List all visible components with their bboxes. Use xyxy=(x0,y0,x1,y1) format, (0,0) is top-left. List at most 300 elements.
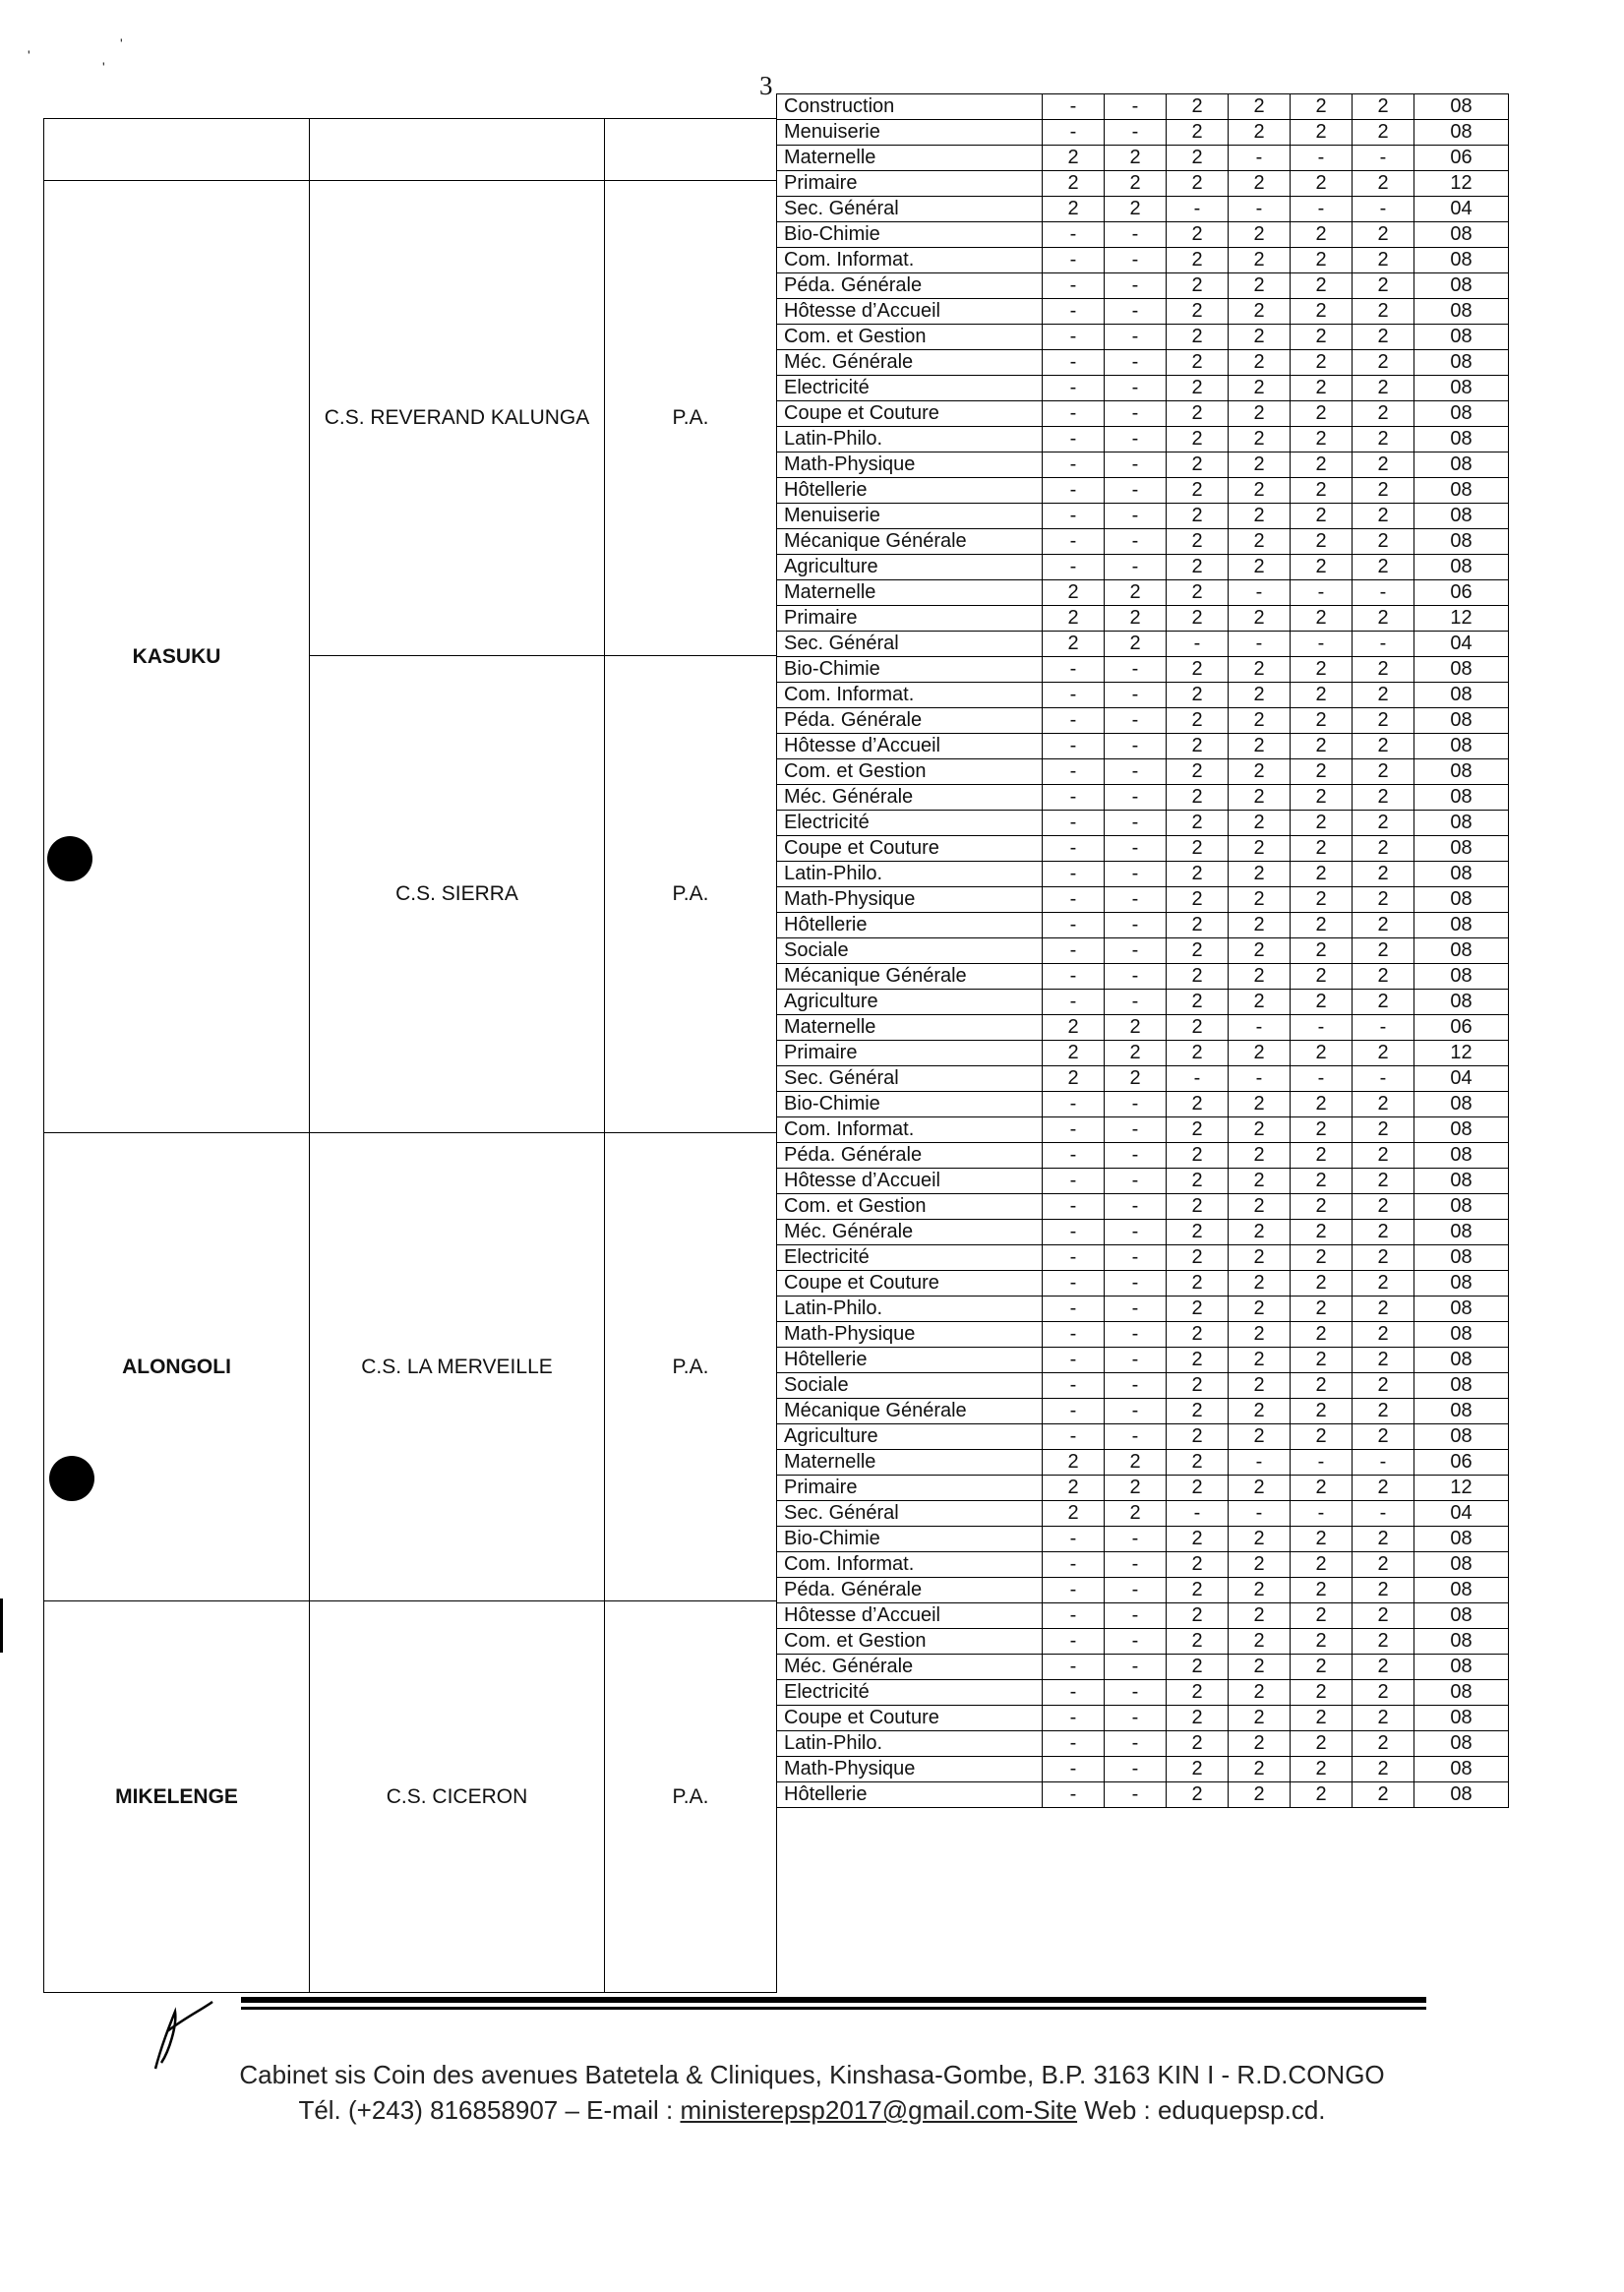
class-count-cell: 2 xyxy=(1167,299,1229,325)
option-name: Com. et Gestion xyxy=(777,1629,1043,1655)
district-mikelenge: MIKELENGE xyxy=(44,1601,310,1993)
class-count-cell: 2 xyxy=(1291,248,1353,273)
row-total-cell: 08 xyxy=(1414,1322,1509,1348)
class-count-cell: 2 xyxy=(1229,1680,1291,1706)
class-count-cell: 2 xyxy=(1291,1245,1353,1271)
class-count-cell: 2 xyxy=(1167,811,1229,836)
class-count-cell: - xyxy=(1105,1143,1167,1169)
option-name: Electricité xyxy=(777,1245,1043,1271)
option-row xyxy=(777,504,1509,529)
class-count-cell: 2 xyxy=(1167,1348,1229,1373)
class-count-cell: 2 xyxy=(1353,1757,1414,1782)
district-cell xyxy=(44,119,310,181)
class-count-cell: 2 xyxy=(1167,1782,1229,1808)
class-count-cell: 2 xyxy=(1167,1169,1229,1194)
class-count-cell: 2 xyxy=(1167,1041,1229,1066)
school-type-cell: P.A. xyxy=(605,181,777,656)
class-count-cell: 2 xyxy=(1043,632,1105,657)
class-count-cell: 2 xyxy=(1291,1731,1353,1757)
class-count-cell: 2 xyxy=(1353,504,1414,529)
row-total-cell: 04 xyxy=(1414,1501,1509,1527)
class-count-cell: - xyxy=(1105,325,1167,350)
option-row xyxy=(777,1578,1509,1603)
class-count-cell: 2 xyxy=(1167,1271,1229,1297)
class-count-cell: - xyxy=(1229,1015,1291,1041)
class-count-cell: 2 xyxy=(1291,811,1353,836)
class-count-cell: 2 xyxy=(1167,1220,1229,1245)
class-count-cell: - xyxy=(1353,632,1414,657)
class-count-cell: - xyxy=(1105,836,1167,862)
class-count-cell: - xyxy=(1105,1399,1167,1424)
class-count-cell: - xyxy=(1043,1194,1105,1220)
class-count-cell: 2 xyxy=(1229,1041,1291,1066)
class-count-cell: 2 xyxy=(1291,785,1353,811)
class-count-cell: - xyxy=(1105,504,1167,529)
option-row xyxy=(777,325,1509,350)
option-name: Mécanique Générale xyxy=(777,529,1043,555)
class-count-cell: 2 xyxy=(1167,836,1229,862)
class-count-cell: - xyxy=(1043,1552,1105,1578)
class-count-cell: 2 xyxy=(1353,1297,1414,1322)
class-count-cell: 2 xyxy=(1291,504,1353,529)
class-count-cell: - xyxy=(1043,1680,1105,1706)
class-count-cell: 2 xyxy=(1167,580,1229,606)
class-count-cell: - xyxy=(1291,1501,1353,1527)
class-count-cell: - xyxy=(1105,734,1167,759)
class-count-cell: 2 xyxy=(1353,785,1414,811)
class-count-cell: 2 xyxy=(1291,1680,1353,1706)
option-name: Sociale xyxy=(777,1373,1043,1399)
school-type-cell xyxy=(605,119,777,181)
class-count-cell: - xyxy=(1043,1373,1105,1399)
class-count-cell: - xyxy=(1043,1143,1105,1169)
class-count-cell: - xyxy=(1105,759,1167,785)
class-count-cell: - xyxy=(1291,580,1353,606)
class-count-cell: - xyxy=(1105,1297,1167,1322)
class-count-cell: - xyxy=(1167,1501,1229,1527)
class-count-cell: - xyxy=(1105,94,1167,120)
class-count-cell: - xyxy=(1043,325,1105,350)
option-name: Hôtesse d’Accueil xyxy=(777,1603,1043,1629)
class-count-cell: - xyxy=(1105,555,1167,580)
class-count-cell: - xyxy=(1105,1169,1167,1194)
class-count-cell: 2 xyxy=(1229,401,1291,427)
option-row xyxy=(777,401,1509,427)
class-count-cell: 2 xyxy=(1291,120,1353,146)
class-count-cell: 2 xyxy=(1105,197,1167,222)
class-count-cell: 2 xyxy=(1291,1399,1353,1424)
option-row xyxy=(777,1194,1509,1220)
class-count-cell: 2 xyxy=(1167,657,1229,683)
class-count-cell: - xyxy=(1105,1552,1167,1578)
option-name: Coupe et Couture xyxy=(777,1271,1043,1297)
class-count-cell: 2 xyxy=(1291,1757,1353,1782)
class-count-cell: 2 xyxy=(1291,171,1353,197)
class-count-cell: 2 xyxy=(1353,248,1414,273)
class-count-cell: - xyxy=(1043,759,1105,785)
class-count-cell: - xyxy=(1105,376,1167,401)
class-count-cell: 2 xyxy=(1291,836,1353,862)
option-row xyxy=(777,1680,1509,1706)
class-count-cell: - xyxy=(1105,1373,1167,1399)
row-total-cell: 08 xyxy=(1414,1092,1509,1117)
class-count-cell: - xyxy=(1105,1757,1167,1782)
class-count-cell: - xyxy=(1043,529,1105,555)
class-count-cell: 2 xyxy=(1353,1782,1414,1808)
row-total-cell: 06 xyxy=(1414,580,1509,606)
option-row xyxy=(777,964,1509,990)
class-count-cell: - xyxy=(1229,1501,1291,1527)
option-row xyxy=(777,1424,1509,1450)
class-count-cell: 2 xyxy=(1291,401,1353,427)
row-total-cell: 08 xyxy=(1414,1424,1509,1450)
class-count-cell: - xyxy=(1229,1450,1291,1476)
row-total-cell: 08 xyxy=(1414,785,1509,811)
option-name: Maternelle xyxy=(777,146,1043,171)
row-total-cell: 08 xyxy=(1414,708,1509,734)
class-count-cell: - xyxy=(1105,990,1167,1015)
school-ciceron: C.S. CICERON xyxy=(310,1601,605,1993)
class-count-cell: 2 xyxy=(1229,273,1291,299)
row-total-cell: 08 xyxy=(1414,478,1509,504)
class-count-cell: 2 xyxy=(1167,913,1229,938)
option-row xyxy=(777,1757,1509,1782)
class-count-cell: - xyxy=(1353,197,1414,222)
option-row xyxy=(777,427,1509,452)
row-total-cell: 08 xyxy=(1414,811,1509,836)
row-total-cell: 06 xyxy=(1414,1015,1509,1041)
option-row xyxy=(777,1066,1509,1092)
class-count-cell: - xyxy=(1105,1655,1167,1680)
school-type-cell: P.A. xyxy=(605,656,777,1133)
class-count-cell: 2 xyxy=(1353,759,1414,785)
class-count-cell: 2 xyxy=(1291,1194,1353,1220)
class-count-cell: 2 xyxy=(1167,1680,1229,1706)
option-row xyxy=(777,1476,1509,1501)
option-name: Maternelle xyxy=(777,1450,1043,1476)
class-count-cell: - xyxy=(1043,1757,1105,1782)
class-count-cell: - xyxy=(1043,862,1105,887)
class-count-cell: 2 xyxy=(1291,1527,1353,1552)
class-count-cell: 2 xyxy=(1229,1271,1291,1297)
class-count-cell: 2 xyxy=(1353,452,1414,478)
option-row xyxy=(777,1245,1509,1271)
class-count-cell: - xyxy=(1229,1066,1291,1092)
class-count-cell: 2 xyxy=(1167,1757,1229,1782)
option-name: Hôtesse d’Accueil xyxy=(777,1169,1043,1194)
class-count-cell: 2 xyxy=(1291,1655,1353,1680)
class-count-cell: - xyxy=(1043,273,1105,299)
class-count-cell: - xyxy=(1105,427,1167,452)
class-count-cell: 2 xyxy=(1167,938,1229,964)
class-count-cell: 2 xyxy=(1167,1322,1229,1348)
class-count-cell: - xyxy=(1043,1706,1105,1731)
class-count-cell: 2 xyxy=(1043,1450,1105,1476)
class-count-cell: - xyxy=(1105,273,1167,299)
option-row xyxy=(777,1143,1509,1169)
option-name: Com. Informat. xyxy=(777,1117,1043,1143)
option-name: Sociale xyxy=(777,938,1043,964)
option-row xyxy=(777,1655,1509,1680)
class-count-cell: 2 xyxy=(1229,759,1291,785)
class-count-cell: 2 xyxy=(1229,1348,1291,1373)
class-count-cell: 2 xyxy=(1105,1450,1167,1476)
class-count-cell: 2 xyxy=(1291,913,1353,938)
row-total-cell: 08 xyxy=(1414,1527,1509,1552)
class-count-cell: 2 xyxy=(1229,990,1291,1015)
class-count-cell: - xyxy=(1167,632,1229,657)
option-name: Hôtellerie xyxy=(777,913,1043,938)
class-count-cell: - xyxy=(1105,683,1167,708)
class-count-cell: - xyxy=(1105,862,1167,887)
option-name: Mécanique Générale xyxy=(777,964,1043,990)
class-count-cell: - xyxy=(1105,1194,1167,1220)
row-total-cell: 08 xyxy=(1414,1731,1509,1757)
class-count-cell: 2 xyxy=(1167,1552,1229,1578)
class-count-cell: - xyxy=(1105,657,1167,683)
class-count-cell: - xyxy=(1043,734,1105,759)
class-count-cell: 2 xyxy=(1291,529,1353,555)
class-count-cell: 2 xyxy=(1229,1782,1291,1808)
class-count-cell: 2 xyxy=(1167,376,1229,401)
class-count-cell: 2 xyxy=(1353,273,1414,299)
class-count-cell: 2 xyxy=(1167,734,1229,759)
option-name: Latin-Philo. xyxy=(777,1731,1043,1757)
class-count-cell: 2 xyxy=(1167,759,1229,785)
class-count-cell: 2 xyxy=(1291,1271,1353,1297)
class-count-cell: 2 xyxy=(1167,785,1229,811)
option-row xyxy=(777,913,1509,938)
row-total-cell: 04 xyxy=(1414,197,1509,222)
row-total-cell: 08 xyxy=(1414,683,1509,708)
class-count-cell: 2 xyxy=(1229,120,1291,146)
option-name: Latin-Philo. xyxy=(777,862,1043,887)
class-count-cell: - xyxy=(1043,350,1105,376)
class-count-cell: 2 xyxy=(1167,146,1229,171)
footer-email-link[interactable]: ministerepsp2017@gmail.com-Site xyxy=(680,2095,1078,2125)
class-count-cell: - xyxy=(1167,1066,1229,1092)
option-name: Electricité xyxy=(777,1680,1043,1706)
class-count-cell: - xyxy=(1105,811,1167,836)
option-name: Primaire xyxy=(777,606,1043,632)
class-count-cell: 2 xyxy=(1291,683,1353,708)
class-count-cell: - xyxy=(1105,1706,1167,1731)
class-count-cell: - xyxy=(1291,1015,1353,1041)
class-count-cell: - xyxy=(1291,146,1353,171)
class-count-cell: 2 xyxy=(1229,1245,1291,1271)
class-count-cell: 2 xyxy=(1229,1476,1291,1501)
class-count-cell: 2 xyxy=(1353,657,1414,683)
option-name: Electricité xyxy=(777,811,1043,836)
class-count-cell: - xyxy=(1043,1348,1105,1373)
option-name: Com. Informat. xyxy=(777,1552,1043,1578)
class-count-cell: 2 xyxy=(1229,1373,1291,1399)
option-row xyxy=(777,1348,1509,1373)
class-count-cell: - xyxy=(1043,299,1105,325)
class-count-cell: - xyxy=(1043,990,1105,1015)
class-count-cell: 2 xyxy=(1291,708,1353,734)
option-name: Com. Informat. xyxy=(777,683,1043,708)
class-count-cell: - xyxy=(1105,964,1167,990)
option-name: Com. et Gestion xyxy=(777,1194,1043,1220)
option-name: Méc. Générale xyxy=(777,1220,1043,1245)
class-count-cell: - xyxy=(1105,1245,1167,1271)
school-sierra: C.S. SIERRA xyxy=(310,656,605,1133)
class-count-cell: - xyxy=(1105,529,1167,555)
option-row xyxy=(777,171,1509,197)
class-count-cell: 2 xyxy=(1353,606,1414,632)
class-count-cell: - xyxy=(1105,401,1167,427)
row-total-cell: 08 xyxy=(1414,1603,1509,1629)
option-name: Méc. Générale xyxy=(777,1655,1043,1680)
scan-speck: ' xyxy=(102,59,105,75)
option-row xyxy=(777,1399,1509,1424)
class-count-cell: 2 xyxy=(1291,1706,1353,1731)
row-total-cell: 08 xyxy=(1414,1706,1509,1731)
class-count-cell: - xyxy=(1105,1782,1167,1808)
class-count-cell: - xyxy=(1105,452,1167,478)
row-total-cell: 08 xyxy=(1414,299,1509,325)
option-row xyxy=(777,350,1509,376)
row-total-cell: 08 xyxy=(1414,350,1509,376)
option-row xyxy=(777,94,1509,120)
option-row xyxy=(777,1015,1509,1041)
class-count-cell: 2 xyxy=(1353,171,1414,197)
class-count-cell: 2 xyxy=(1105,1041,1167,1066)
class-count-cell: 2 xyxy=(1353,734,1414,759)
class-count-cell: 2 xyxy=(1353,1117,1414,1143)
row-total-cell: 08 xyxy=(1414,1680,1509,1706)
class-count-cell: 2 xyxy=(1353,376,1414,401)
class-count-cell: - xyxy=(1043,376,1105,401)
class-count-cell: 2 xyxy=(1229,887,1291,913)
option-row xyxy=(777,1297,1509,1322)
class-count-cell: 2 xyxy=(1229,811,1291,836)
row-total-cell: 06 xyxy=(1414,1450,1509,1476)
option-name: Math-Physique xyxy=(777,887,1043,913)
class-count-cell: 2 xyxy=(1229,1220,1291,1245)
option-row xyxy=(777,120,1509,146)
row-total-cell: 08 xyxy=(1414,555,1509,580)
option-row xyxy=(777,1041,1509,1066)
class-count-cell: 2 xyxy=(1353,1169,1414,1194)
class-count-cell: 2 xyxy=(1167,1194,1229,1220)
option-name: Péda. Générale xyxy=(777,1578,1043,1603)
class-count-cell: 2 xyxy=(1229,964,1291,990)
option-row xyxy=(777,1603,1509,1629)
footer-phone: Tél. (+243) 816858907 – E-mail : xyxy=(298,2095,681,2125)
class-count-cell: 2 xyxy=(1167,325,1229,350)
option-name: Math-Physique xyxy=(777,1757,1043,1782)
class-count-cell: - xyxy=(1105,1680,1167,1706)
row-total-cell: 08 xyxy=(1414,938,1509,964)
class-count-cell: - xyxy=(1105,1117,1167,1143)
class-count-cell: - xyxy=(1043,1117,1105,1143)
class-count-cell: 2 xyxy=(1229,708,1291,734)
class-count-cell: 2 xyxy=(1229,1399,1291,1424)
class-count-cell: 2 xyxy=(1229,1706,1291,1731)
class-count-cell: 2 xyxy=(1291,964,1353,990)
class-count-cell: - xyxy=(1105,299,1167,325)
row-total-cell: 08 xyxy=(1414,1348,1509,1373)
class-count-cell: 2 xyxy=(1229,171,1291,197)
class-count-cell: 2 xyxy=(1291,1169,1353,1194)
class-count-cell: 2 xyxy=(1043,1501,1105,1527)
class-count-cell: 2 xyxy=(1229,94,1291,120)
row-total-cell: 08 xyxy=(1414,1117,1509,1143)
class-count-cell: - xyxy=(1043,1782,1105,1808)
class-count-cell: 2 xyxy=(1353,1655,1414,1680)
class-count-cell: 2 xyxy=(1353,1271,1414,1297)
option-row xyxy=(777,1271,1509,1297)
class-count-cell: 2 xyxy=(1105,171,1167,197)
row-total-cell: 12 xyxy=(1414,1041,1509,1066)
class-count-cell: 2 xyxy=(1353,1220,1414,1245)
class-count-cell: - xyxy=(1105,938,1167,964)
class-count-cell: - xyxy=(1043,1271,1105,1297)
class-count-cell: 2 xyxy=(1229,478,1291,504)
class-count-cell: 2 xyxy=(1229,1143,1291,1169)
option-row xyxy=(777,1706,1509,1731)
class-count-cell: 2 xyxy=(1229,504,1291,529)
class-count-cell: 2 xyxy=(1167,120,1229,146)
class-count-cell: - xyxy=(1291,197,1353,222)
class-count-cell: 2 xyxy=(1353,1552,1414,1578)
option-name: Latin-Philo. xyxy=(777,427,1043,452)
option-name: Sec. Général xyxy=(777,632,1043,657)
row-total-cell: 08 xyxy=(1414,836,1509,862)
class-count-cell: - xyxy=(1229,580,1291,606)
class-count-cell: 2 xyxy=(1043,1066,1105,1092)
class-count-cell: 2 xyxy=(1167,452,1229,478)
class-count-cell: 2 xyxy=(1229,734,1291,759)
option-row xyxy=(777,759,1509,785)
row-total-cell: 08 xyxy=(1414,1143,1509,1169)
class-count-cell: 2 xyxy=(1167,350,1229,376)
class-count-cell: 2 xyxy=(1353,1092,1414,1117)
option-name: Latin-Philo. xyxy=(777,1297,1043,1322)
class-count-cell: 2 xyxy=(1167,1297,1229,1322)
class-count-cell: 2 xyxy=(1353,325,1414,350)
class-count-cell: 2 xyxy=(1167,708,1229,734)
class-count-cell: - xyxy=(1291,1066,1353,1092)
class-count-cell: 2 xyxy=(1105,632,1167,657)
class-count-cell: - xyxy=(1353,1450,1414,1476)
class-count-cell: 2 xyxy=(1353,1194,1414,1220)
class-count-cell: - xyxy=(1105,1424,1167,1450)
class-count-cell: - xyxy=(1043,1655,1105,1680)
option-name: Maternelle xyxy=(777,580,1043,606)
class-count-cell: 2 xyxy=(1043,580,1105,606)
row-total-cell: 08 xyxy=(1414,1245,1509,1271)
class-count-cell: 2 xyxy=(1229,1527,1291,1552)
row-total-cell: 08 xyxy=(1414,657,1509,683)
row-total-cell: 08 xyxy=(1414,1169,1509,1194)
row-total-cell: 08 xyxy=(1414,1655,1509,1680)
class-count-cell: 2 xyxy=(1291,350,1353,376)
option-name: Péda. Générale xyxy=(777,708,1043,734)
class-count-cell: 2 xyxy=(1291,1373,1353,1399)
class-count-cell: 2 xyxy=(1291,1220,1353,1245)
class-count-cell: - xyxy=(1229,197,1291,222)
class-count-cell: 2 xyxy=(1353,683,1414,708)
class-count-cell: - xyxy=(1105,1603,1167,1629)
option-name: Coupe et Couture xyxy=(777,836,1043,862)
class-count-cell: 2 xyxy=(1167,1629,1229,1655)
class-count-cell: - xyxy=(1229,146,1291,171)
class-count-cell: 2 xyxy=(1291,1424,1353,1450)
class-count-cell: 2 xyxy=(1229,452,1291,478)
